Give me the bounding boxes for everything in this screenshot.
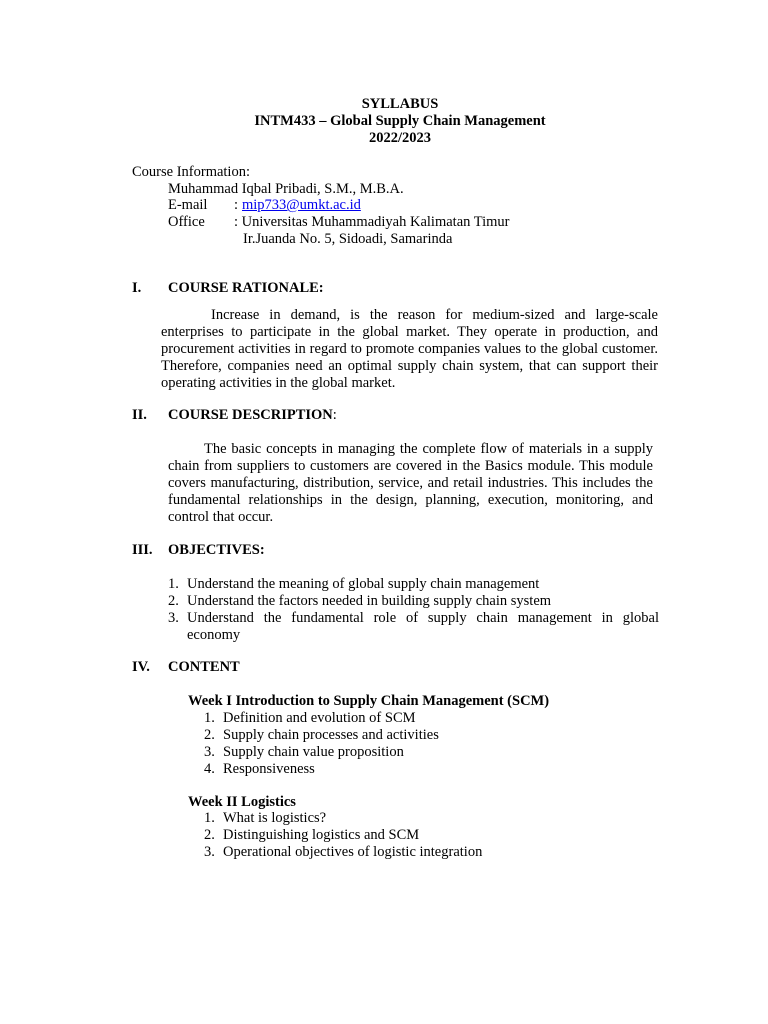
section-numeral-content: IV. — [132, 659, 150, 675]
list-item-text: Definition and evolution of SCM — [223, 710, 416, 726]
list-item-number: 2. — [204, 727, 215, 743]
week-topics-list — [204, 710, 624, 778]
list-item — [204, 844, 624, 861]
list-item — [168, 576, 660, 593]
course-title: INTM433 – Global Supply Chain Management — [254, 113, 546, 129]
week-title: Week II Logistics — [188, 794, 296, 810]
list-item-number: 3. — [204, 744, 215, 760]
list-item — [204, 810, 624, 827]
course-info-heading: Course Information: — [132, 164, 250, 180]
email-label: E-mail — [168, 197, 208, 213]
section-heading-description-wrap — [168, 407, 337, 424]
list-item-number: 1. — [204, 810, 215, 826]
list-item-text: Responsiveness — [223, 761, 315, 777]
list-item-number: 4. — [204, 761, 215, 777]
list-item-number: 1. — [168, 576, 179, 592]
list-item-text: Understand the fundamental role of supply chain management in global economy — [187, 610, 659, 643]
list-item-text: Operational objectives of logistic integration — [223, 844, 483, 860]
section-heading-rationale: COURSE RATIONALE: — [168, 280, 324, 296]
office-address-line2: Ir.Juanda No. 5, Sidoadi, Samarinda — [243, 231, 453, 247]
section-heading-objectives: OBJECTIVES: — [168, 542, 265, 558]
email-link[interactable]: mip733@umkt.ac.id — [242, 197, 361, 213]
academic-year: 2022/2023 — [368, 130, 432, 146]
section-heading-content: CONTENT — [168, 659, 240, 675]
list-item-number: 2. — [204, 827, 215, 843]
description-paragraph: The basic concepts in managing the complete flow of materials in a supply chain from suppliers to customers are covered in the Basics module. This module covers manufacturing, distribution, service, and retail industries. This includes the fundamental relationships in the design, planning, execution, monitoring, and control that occur. — [168, 441, 653, 525]
list-item — [168, 610, 660, 644]
list-item-number: 2. — [168, 593, 179, 609]
document-title: SYLLABUS — [361, 96, 439, 112]
list-item — [204, 744, 624, 761]
list-item-number: 3. — [168, 610, 179, 626]
list-item-number: 3. — [204, 844, 215, 860]
list-item — [168, 593, 660, 610]
section-numeral-rationale: I. — [132, 280, 142, 296]
email-separator: : — [234, 197, 239, 213]
office-address-line1: : Universitas Muhammadiyah Kalimatan Timur — [234, 214, 510, 230]
list-item — [204, 727, 624, 744]
objectives-list — [168, 576, 660, 644]
week-topics-list — [204, 810, 624, 861]
list-item — [204, 827, 624, 844]
section-numeral-objectives: III. — [132, 542, 153, 558]
list-item-text: Supply chain value proposition — [223, 744, 404, 760]
list-item — [204, 761, 624, 778]
list-item-text: Supply chain processes and activities — [223, 727, 439, 743]
list-item-text: What is logistics? — [223, 810, 327, 826]
office-label: Office — [168, 214, 205, 230]
section-heading-description: COURSE DESCRIPTION — [168, 407, 333, 423]
list-item-text: Understand the meaning of global supply chain management — [187, 576, 540, 592]
week-title: Week I Introduction to Supply Chain Management (SCM) — [188, 693, 550, 709]
section-numeral-description: II. — [132, 407, 147, 423]
list-item-text: Understand the factors needed in building supply chain system — [187, 593, 552, 609]
rationale-paragraph: Increase in demand, is the reason for medium-sized and large-scale enterprises to participate in the global market. They operate in production, and procurement activities in regard to promote companies values to the global customer. Therefore, companies need an optimal supply chain system, that can support their operating activities in the global market. — [161, 307, 658, 391]
section-heading-description-colon: : — [332, 407, 337, 423]
list-item-text: Distinguishing logistics and SCM — [223, 827, 420, 843]
instructor-name: Muhammad Iqbal Pribadi, S.M., M.B.A. — [168, 181, 404, 197]
list-item — [204, 710, 624, 727]
list-item-number: 1. — [204, 710, 215, 726]
